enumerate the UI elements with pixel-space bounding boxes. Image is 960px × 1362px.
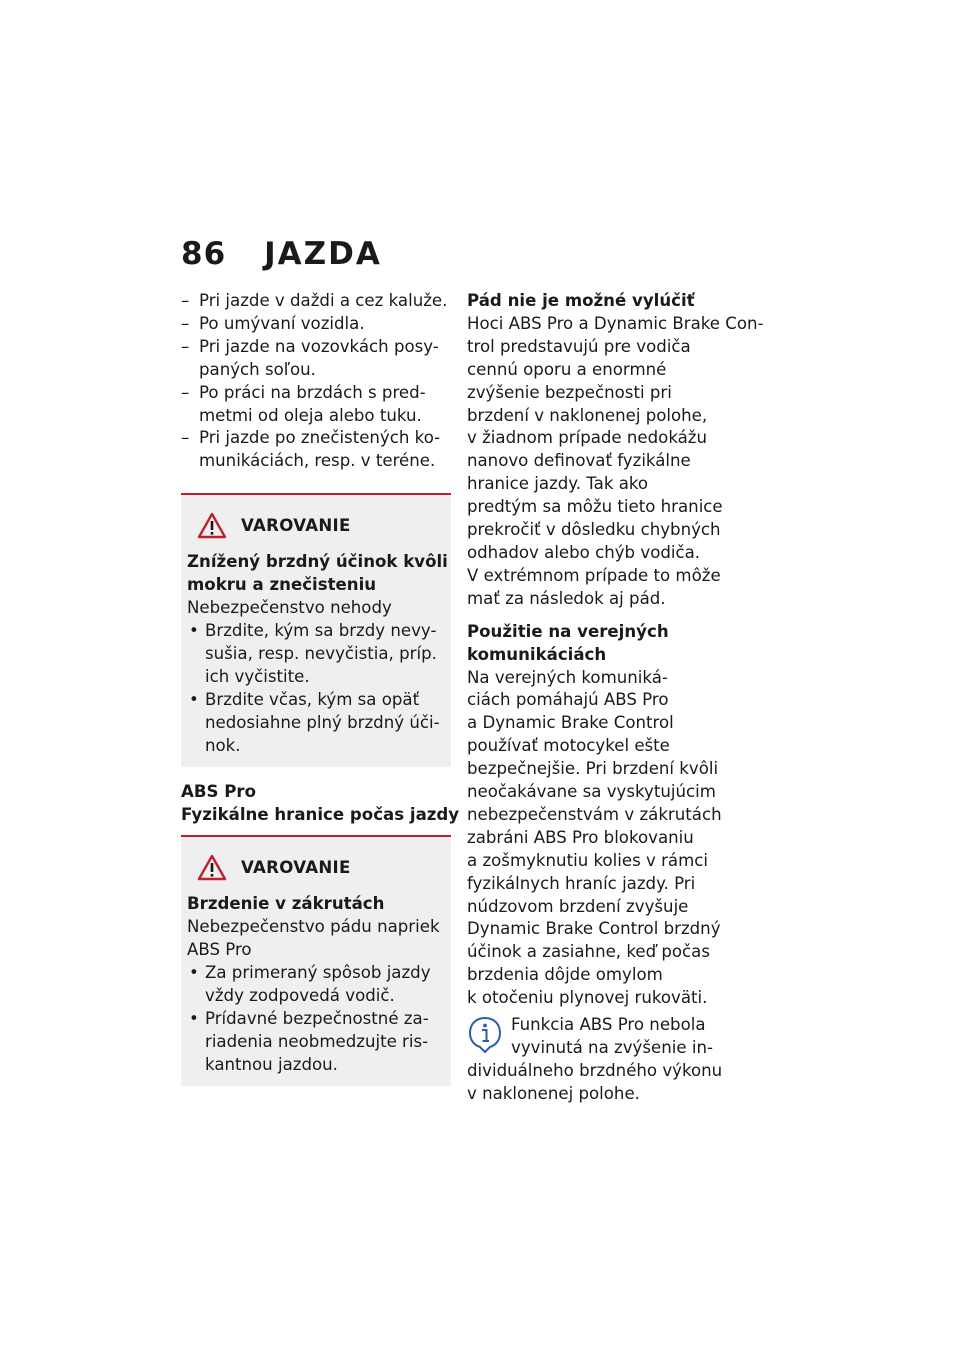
- bullet-marker: •: [189, 1008, 199, 1028]
- list-item-line: Brzdite včas, kým sa opäť: [205, 689, 420, 709]
- text-line: vyvinutá na zvýšenie in-: [511, 1038, 713, 1057]
- text-line: cennú oporu a enormné: [467, 359, 667, 379]
- list-item-line: paných soľou.: [199, 359, 316, 379]
- text-line: v naklonenej polohe.: [467, 1083, 640, 1103]
- text-line: Na verejných komuniká-: [467, 667, 668, 687]
- text-line: neočakávane sa vyskytujúcim: [467, 782, 716, 802]
- warning-triangle-icon: [197, 854, 227, 881]
- paragraph-public-roads: [467, 667, 787, 1011]
- warning-text: Nebezpečenstvo nehody: [187, 598, 392, 618]
- list-item: [181, 382, 451, 428]
- dash-marker: –: [181, 313, 190, 333]
- section-subtitle: Fyzikálne hranice počas jazdy: [181, 805, 460, 825]
- text-line: a zošmyknutiu kolies v rámci: [467, 850, 708, 870]
- section-title: komunikáciách: [467, 644, 607, 664]
- warning-label: VAROVANIE: [241, 857, 351, 877]
- warning-header: [197, 849, 445, 885]
- info-icon: [467, 1016, 503, 1058]
- text-line: nanovo definovať fyzikálne: [467, 451, 691, 471]
- list-item-line: nedosiahne plný brzdný úči-: [205, 712, 440, 732]
- info-note: [467, 1014, 787, 1106]
- list-item-line: metmi od oleja alebo tuku.: [199, 405, 422, 425]
- text-line: a Dynamic Brake Control: [467, 713, 674, 733]
- text-line: dividuálneho brzdného výkonu: [467, 1060, 723, 1080]
- list-item-line: sušia, resp. nevyčistia, príp.: [205, 643, 437, 663]
- list-item-line: ich vyčistite.: [205, 666, 310, 686]
- warning-box-wet-brakes: [181, 493, 451, 767]
- text-line: Dynamic Brake Control brzdný: [467, 919, 721, 939]
- text-line: fyzikálnych hraníc jazdy. Pri: [467, 873, 696, 893]
- text-line: k otočeniu plynovej rukoväti.: [467, 988, 708, 1008]
- dash-marker: –: [181, 291, 190, 310]
- text-line: mať za následok aj pád.: [467, 588, 666, 608]
- text-line: používať motocykel ešte: [467, 736, 670, 756]
- paragraph-fall: [467, 313, 787, 611]
- list-item-line: Pri jazde v daždi a cez kaluže.: [199, 291, 448, 310]
- list-item-line: riadenia neobmedzujte ris-: [205, 1031, 429, 1051]
- text-line: Funkcia ABS Pro nebola: [511, 1015, 706, 1035]
- dash-list: [181, 290, 451, 473]
- text-line: nebezpečenstvám v zákrutách: [467, 804, 722, 824]
- list-item: [187, 689, 445, 758]
- text-line: účinok a zasiahne, keď počas: [467, 942, 710, 962]
- right-column: [467, 290, 787, 1106]
- list-item-line: Po umývaní vozidla.: [199, 313, 365, 333]
- section-heading: [181, 781, 460, 827]
- text-line: Hoci ABS Pro a Dynamic Brake Con-: [467, 313, 764, 333]
- warning-text: Nebezpečenstvo pádu napriek: [187, 917, 440, 937]
- text-line: trol predstavujú pre vodiča: [467, 336, 691, 356]
- list-item: [181, 336, 451, 382]
- list-item-line: Po práci na brzdách s pred-: [199, 382, 426, 402]
- bullet-marker: •: [189, 620, 199, 640]
- list-item: [187, 962, 445, 1008]
- section-title: Pád nie je možné vylúčiť: [467, 291, 695, 310]
- list-item-line: kantnou jazdou.: [205, 1054, 338, 1074]
- text-line: v žiadnom prípade nedokážu: [467, 428, 708, 448]
- section-heading: [467, 621, 787, 667]
- list-item-line: Brzdite, kým sa brzdy nevy-: [205, 620, 437, 640]
- list-item-line: Pri jazde na vozovkách posy-: [199, 336, 439, 356]
- warning-title: Brzdenie v zákrutách: [187, 894, 385, 914]
- list-item: [187, 620, 445, 689]
- bullet-marker: •: [189, 689, 199, 709]
- text-line: núdzovom brzdení zvyšuje: [467, 896, 689, 916]
- list-item-line: nok.: [205, 735, 241, 755]
- text-line: odhadov alebo chýb vodiča.: [467, 542, 701, 562]
- chapter-title: JAZDA: [264, 236, 382, 272]
- text-line: brzdení v naklonenej polohe,: [467, 405, 708, 425]
- list-item: [181, 313, 451, 336]
- text-line: predtým sa môžu tieto hranice: [467, 497, 723, 517]
- text-line: ciách pomáhajú ABS Pro: [467, 690, 669, 710]
- list-item: [187, 1008, 445, 1077]
- list-item-line: Pri jazde po znečistených ko-: [199, 428, 441, 448]
- text-line: bezpečnejšie. Pri brzdení kvôli: [467, 759, 719, 779]
- warning-header: [197, 507, 445, 543]
- warning-box-cornering: [181, 835, 451, 1086]
- text-line: prekročiť v dôsledku chybných: [467, 520, 721, 540]
- page-header: [181, 236, 382, 272]
- list-item-line: munikáciách, resp. v teréne.: [199, 451, 436, 471]
- section-title: ABS Pro: [181, 782, 256, 802]
- warning-title: Znížený brzdný účinok kvôli: [187, 552, 448, 572]
- left-column: [181, 290, 460, 1086]
- list-item-line: Za primeraný spôsob jazdy: [205, 962, 431, 982]
- list-item-line: vždy zodpovedá vodič.: [205, 985, 395, 1005]
- warning-triangle-icon: [197, 512, 227, 539]
- warning-title: mokru a znečisteniu: [187, 575, 377, 595]
- list-item: [181, 290, 451, 313]
- list-item: [181, 427, 451, 473]
- text-line: zvýšenie bezpečnosti pri: [467, 382, 672, 402]
- section-title: Použitie na verejných: [467, 621, 669, 641]
- bullet-marker: •: [189, 962, 199, 982]
- warning-label: VAROVANIE: [241, 515, 351, 535]
- dash-marker: –: [181, 428, 190, 448]
- warning-text: ABS Pro: [187, 940, 252, 960]
- dash-marker: –: [181, 382, 190, 402]
- text-line: V extrémnom prípade to môže: [467, 565, 721, 585]
- text-line: brzdenia dôjde omylom: [467, 965, 663, 985]
- page-number: 86: [181, 236, 227, 272]
- text-line: hranice jazdy. Tak ako: [467, 474, 649, 494]
- dash-marker: –: [181, 336, 190, 356]
- text-line: zabráni ABS Pro blokovaniu: [467, 827, 694, 847]
- list-item-line: Prídavné bezpečnostné za-: [205, 1008, 429, 1028]
